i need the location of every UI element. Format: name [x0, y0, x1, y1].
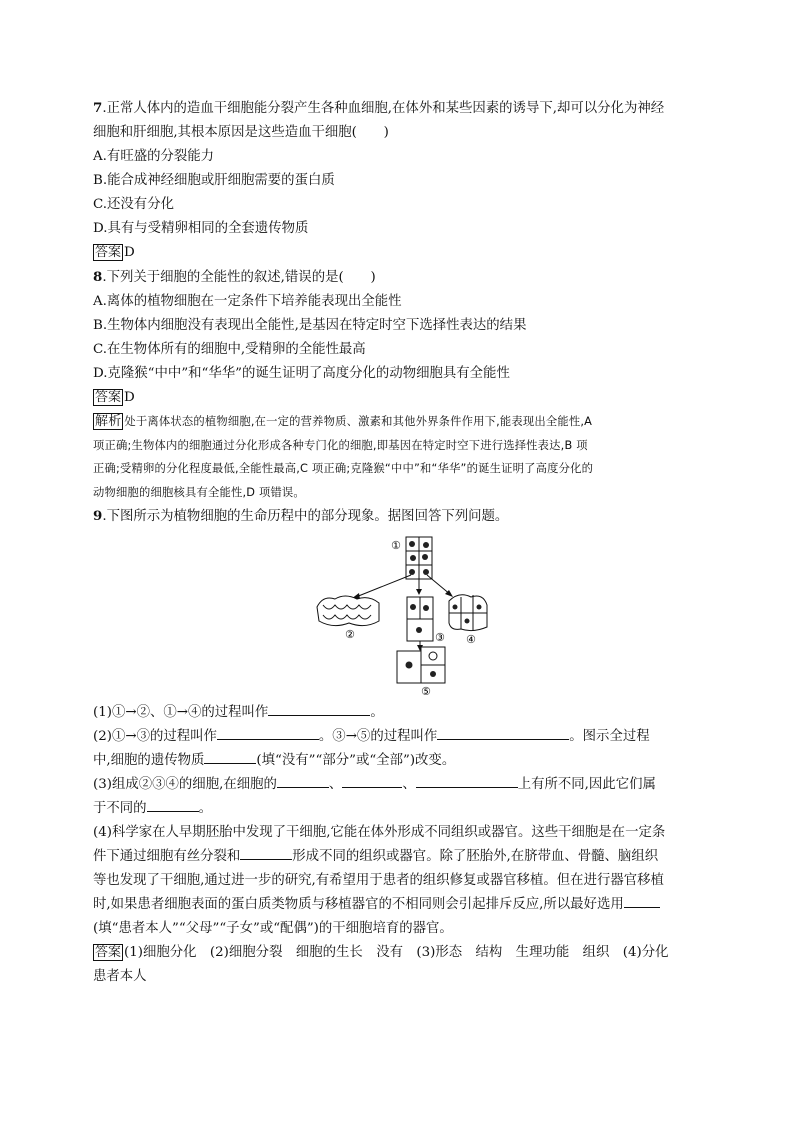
cell-5-icon: [397, 647, 445, 683]
q9-part4-line1: (4)科学家在人早期胚胎中发现了干细胞,它能在体外形成不同组织或器官。这些干细胞是在一定条: [93, 825, 666, 840]
q9-part3-text-f: 。: [198, 801, 212, 816]
explanation-tag: 解析: [95, 414, 122, 429]
q9-part4-line3: 等也发现了干细胞,通过进一步的研究,有希望用于患者的组织修复或器官移植。但在进行器官移植: [93, 873, 664, 888]
cell-diagram: [93, 535, 705, 695]
q7-stem-text1: .正常人体内的造血干细胞能分裂产生各种血细胞,在体外和某些因素的诱导下,却可以分化为神经: [102, 101, 665, 116]
q9-part3-blank-2[interactable]: [342, 773, 402, 788]
q9-part1: [93, 701, 705, 725]
q8-stem-text: .下列关于细胞的全能性的叙述,错误的是( ): [102, 270, 376, 285]
cell-1-icon: [406, 537, 432, 579]
cell-3-icon: [407, 597, 433, 641]
q9-part3-text-d: 上有所不同,因此它们属: [517, 777, 656, 792]
q9-answer-text1: (1)细胞分化 (2)细胞分裂 细胞的生长 没有 (3)形态 结构 生理功能 组织 (4)分化: [124, 945, 669, 960]
label-4: ④: [466, 633, 476, 646]
q9-part2-blank-1[interactable]: [217, 725, 319, 740]
q9-part1-end: 。: [370, 705, 384, 720]
q9-part3-line1: [93, 773, 705, 797]
q9-part3-text-b: 、: [328, 777, 343, 792]
label-2: ②: [345, 628, 355, 641]
q8-explanation-line4: 动物细胞的细胞核具有全能性,D 项错误。: [93, 485, 305, 499]
q8-option-c: C.在生物体所有的细胞中,受精卵的全能性最高: [93, 342, 366, 357]
q9-part3-line2: [93, 797, 705, 821]
q9-part4-text-a: 件下通过细胞有丝分裂和: [93, 849, 241, 864]
q7-stem-line2: 细胞和肝细胞,其根本原因是这些造血干细胞( ): [93, 125, 389, 140]
q8-explanation-line3: 正确;受精卵的分化程度最低,全能性最高,C 项正确;克隆猴“中中”和“华华”的诞生证明了高度分化的: [93, 462, 594, 475]
q8-explanation-line2: 项正确;生物体内的细胞通过分化形成各种专门化的细胞,即基因在特定时空下进行选择性表达,B 项: [93, 438, 588, 452]
q7-option-b: B.能合成神经细胞或肝细胞需要的蛋白质: [93, 173, 335, 188]
q8-explanation-text1: 处于离体状态的植物细胞,在一定的营养物质、激素和其他外界条件作用下,能表现出全能性,A: [124, 415, 593, 428]
q9-part2-line2: [93, 749, 705, 773]
q8-answer: [93, 386, 705, 410]
q9-part3-text-a: (3)组成②③④的细胞,在细胞的: [93, 777, 277, 792]
q9-part3-blank-3[interactable]: [416, 773, 518, 788]
q7-number: 7: [93, 100, 103, 116]
answer-tag: 答案: [95, 945, 122, 960]
cell-4-icon: [449, 595, 487, 631]
q9-answer-line1: [93, 941, 705, 965]
q9-part4-line4: [93, 893, 705, 917]
q9-part2-blank-3[interactable]: [204, 749, 256, 764]
q9-part3-text-c: 、: [402, 777, 416, 792]
q9-part2-text-d: 中,细胞的遗传物质: [93, 753, 205, 768]
q9-stem: [93, 504, 705, 529]
q9-part4-blank-1[interactable]: [240, 845, 292, 860]
answer-tag: 答案: [95, 390, 122, 405]
q7-option-c: C.还没有分化: [93, 197, 174, 212]
q9-part2-text-c: 。图示全过程: [569, 729, 650, 744]
q7-answer: [93, 241, 705, 265]
answer-tag: 答案: [95, 245, 122, 260]
q9-part2-blank-2[interactable]: [437, 725, 569, 740]
q9-answer-line2: 患者本人: [93, 969, 147, 984]
q9-part1-blank[interactable]: [268, 701, 370, 716]
q9-part2-text-e: (填“没有”“部分”或“全部”)改变。: [256, 753, 456, 768]
q8-option-b: B.生物体内细胞没有表现出全能性,是基因在特定时空下选择性表达的结果: [93, 318, 527, 333]
q9-part4-blank-2[interactable]: [624, 893, 660, 908]
label-5: ⑤: [421, 685, 431, 695]
q9-part4-line2: [93, 845, 705, 869]
q7-option-d: D.具有与受精卵相同的全套遗传物质: [93, 221, 309, 236]
q9-part4-text-b: 形成不同的组织或器官。除了胚胎外,在脐带血、骨髓、脑组织: [292, 849, 659, 864]
q9-part2-line1: [93, 725, 705, 749]
q9-part2-text-b: 。③→⑤的过程叫作: [318, 729, 438, 744]
q7-option-a: A.有旺盛的分裂能力: [93, 149, 215, 164]
q8-option-a: A.离体的植物细胞在一定条件下培养能表现出全能性: [93, 294, 402, 309]
q9-part4-text-c: 时,如果患者细胞表面的蛋白质类物质与移植器官的不相同则会引起排斥反应,所以最好选用: [93, 897, 624, 912]
q8-stem: [93, 265, 705, 290]
label-3: ③: [435, 631, 445, 644]
q8-number: 8: [93, 269, 103, 285]
q9-part3-blank-1[interactable]: [277, 773, 329, 788]
q7-answer-value: D: [124, 245, 135, 260]
q9-part3-text-e: 于不同的: [93, 801, 147, 816]
q9-part2-text-a: (2)①→③的过程叫作: [93, 729, 217, 744]
cell-diagram-svg: [313, 535, 493, 695]
q7-stem-line1: [93, 96, 705, 121]
q8-option-d: D.克隆猴“中中”和“华华”的诞生证明了高度分化的动物细胞具有全能性: [93, 366, 510, 381]
q9-part1-text: (1)①→②、①→④的过程叫作: [93, 705, 269, 720]
cell-2-icon: [317, 596, 379, 626]
q9-number: 9: [93, 508, 103, 524]
q8-answer-value: D: [124, 390, 135, 405]
document-page: [93, 96, 705, 989]
q9-part4-line5: (填“患者本人”“父母”“子女”或“配偶”)的干细胞培育的器官。: [93, 921, 453, 936]
q8-explanation-line1: [93, 410, 705, 434]
q9-stem-text: .下图所示为植物细胞的生命历程中的部分现象。据图回答下列问题。: [102, 509, 509, 524]
label-1: ①: [391, 539, 401, 552]
q9-part3-blank-4[interactable]: [147, 797, 199, 812]
